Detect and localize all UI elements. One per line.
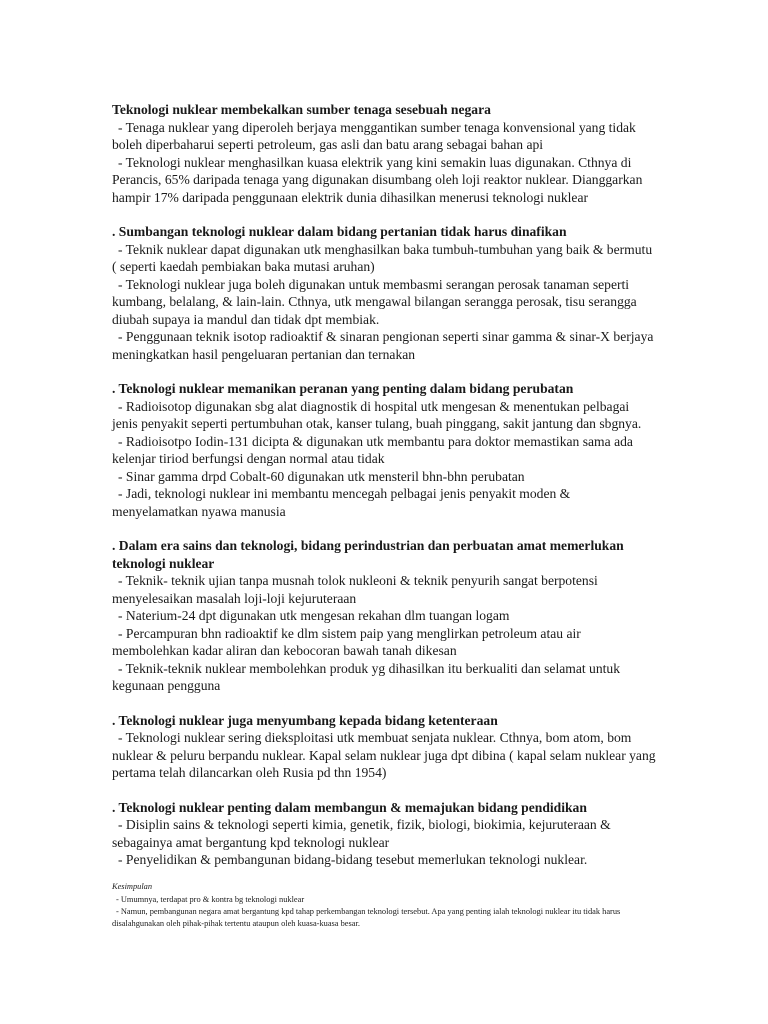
conclusion-paragraph: - Namun, pembangunan negara amat bergantung kpd tahap perkembangan teknologi tersebut. Apa yang penting ialah teknologi nuklear itu tidak harus disalahgunakan oleh pihak-pihak tertentu ataupun oleh kuasa-kuasa besar. (112, 907, 621, 928)
section-heading: . Sumbangan teknologi nuklear dalam bidang pertanian tidak harus dinafikan (112, 224, 567, 239)
section-heading: Teknologi nuklear membekalkan sumber tenaga sesebuah negara (112, 102, 491, 117)
document-body (112, 101, 657, 930)
section-paragraph: - Disiplin sains & teknologi seperti kimia, genetik, fizik, biologi, biokimia, kejuruteraan & sebagainya amat bergantung kpd teknologi nuklear (112, 817, 611, 850)
section-paragraph: - Teknik-teknik nuklear membolehkan produk yg dihasilkan itu berkualiti dan selamat untuk kegunaan pengguna (112, 660, 621, 693)
section-paragraph: - Teknologi nuklear menghasilkan kuasa elektrik yang kini semakin luas digunakan. Cthnya di Perancis, 65% daripada tenaga yang digunakan disumbang oleh loji reaktor nuklear. Dianggarkan hampir 17% daripada penggunaan elektrik dunia dihasilkan menerusi teknologi nuklear (112, 154, 643, 205)
section-paragraph: - Penggunaan teknik isotop radioaktif & sinaran pengionan seperti sinar gamma & sinar-X berjaya meningkatkan hasil pengeluaran pertanian dan ternakan (112, 329, 654, 362)
section-paragraph: - Radioisotop digunakan sbg alat diagnostik di hospital utk mengesan & menentukan pelbagai jenis penyakit seperti pertumbuhan otak, kanser tulang, buah pinggang, sakit jantung dan sbgnya. (112, 398, 642, 431)
section-agriculture (112, 223, 657, 363)
section-paragraph: - Percampuran bhn radioaktif ke dlm sistem paip yang menglirkan petroleum atau air membolehkan kadar aliran dan kebocoran bawah tanah dikesan (112, 625, 581, 658)
conclusion-title: Kesimpulan (112, 881, 153, 891)
section-industry (112, 537, 657, 695)
section-heading: . Dalam era sains dan teknologi, bidang perindustrian dan perbuatan amat memerlukan teknologi nuklear (112, 538, 624, 571)
section-paragraph: - Tenaga nuklear yang diperoleh berjaya menggantikan sumber tenaga konvensional yang tidak boleh diperbaharui seperti petroleum, gas asli dan batu arang sebagai bahan api (112, 119, 636, 152)
section-education (112, 799, 657, 869)
section-paragraph: - Radioisotpo Iodin-131 dicipta & digunakan utk membantu para doktor memastikan sama ada kelenjar tiriod berfungsi dengan normal atau tidak (112, 433, 633, 466)
section-energy (112, 101, 657, 206)
conclusion-paragraph: - Umumnya, terdapat pro & kontra bg teknologi nuklear (116, 895, 305, 905)
section-paragraph: - Penyelidikan & pembangunan bidang-bidang tesebut memerlukan teknologi nuklear. (118, 852, 588, 867)
conclusion-block (112, 881, 657, 930)
section-medicine (112, 380, 657, 520)
section-paragraph: - Teknologi nuklear juga boleh digunakan untuk membasmi serangan perosak tanaman seperti kumbang, belalang, & lain-lain. Cthnya, utk mengawal bilangan serangga perosak, tisu serangga diubah supaya ia mandul dan tidak dpt membiak. (112, 276, 637, 327)
section-paragraph: - Teknik- teknik ujian tanpa musnah tolok nukleoni & teknik penyurih sangat berpotensi menyelesaikan masalah loji-loji kejuruteraan (112, 573, 598, 606)
section-paragraph: - Teknologi nuklear sering dieksploitasi utk membuat senjata nuklear. Cthnya, bom atom, bom nuklear & peluru berpandu nuklear. Kapal selam nuklear juga dpt dibina ( kapal selam nuklear yang pertama telah dilancarkan oleh Rusia pd thn 1954) (112, 730, 656, 780)
section-heading: . Teknologi nuklear penting dalam membangun & memajukan bidang pendidikan (112, 799, 587, 815)
section-paragraph: - Jadi, teknologi nuklear ini membantu mencegah pelbagai jenis penyakit moden & menyelamatkan nyawa manusia (112, 486, 571, 519)
section-paragraph: - Naterium-24 dpt digunakan utk mengesan rekahan dlm tuangan logam (118, 608, 510, 623)
section-heading: . Teknologi nuklear memanikan peranan yang penting dalam bidang perubatan (112, 381, 574, 396)
section-heading: . Teknologi nuklear juga menyumbang kepada bidang ketenteraan (112, 712, 498, 728)
section-military (112, 712, 657, 782)
section-paragraph: - Sinar gamma drpd Cobalt-60 digunakan utk mensteril bhn-bhn perubatan (118, 468, 525, 484)
section-paragraph: - Teknik nuklear dapat digunakan utk menghasilkan baka tumbuh-tumbuhan yang baik & bermutu ( seperti kaedah pembiakan baka mutasi aruhan) (112, 241, 653, 274)
